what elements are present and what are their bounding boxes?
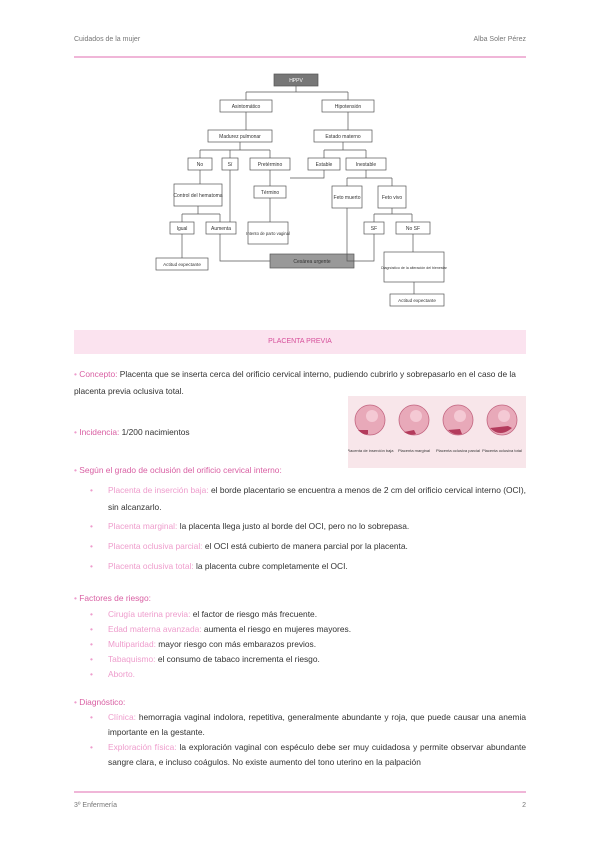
- incidencia-label: Incidencia:: [79, 427, 120, 437]
- label-si: Sí: [227, 162, 233, 168]
- grado-item-3: • Placenta oclusiva parcial: el OCI está cubierto de manera parcial por la placenta.: [108, 538, 526, 555]
- label-intento: Intento de parto vaginal: [246, 231, 290, 236]
- header-author: Alba Soler Pérez: [473, 36, 526, 43]
- header-rule: [74, 56, 526, 58]
- page-footer: [74, 802, 526, 809]
- header-course: Cuidados de la mujer: [74, 36, 141, 43]
- page-number: 2: [522, 802, 526, 809]
- page-header: [74, 36, 526, 43]
- footer-course: 3º Enfermería: [74, 802, 118, 809]
- caption-4: Placenta oclusiva total: [482, 448, 522, 453]
- diagnostico-heading: • Diagnóstico:: [74, 697, 126, 707]
- concepto-text: Placenta que se inserta cerca del orificio cervical interno, pudiendo cubrirlo y sobrepasarlo en el caso de la placenta previa oclusiva total.: [74, 369, 516, 396]
- incidencia-paragraph: • Incidencia: 1/200 nacimientos: [74, 427, 190, 437]
- label-no-sf: No SF: [405, 226, 421, 232]
- grado-item-2: • Placenta marginal: la placenta llega justo al borde del OCI, pero no lo sobrepasa.: [108, 518, 526, 535]
- label-sf: SF: [370, 226, 378, 232]
- factor-item-2: • Edad materna avanzada: aumenta el riesgo en mujeres mayores.: [108, 621, 526, 638]
- caption-1: Placenta de inserción baja: [348, 448, 394, 453]
- factor-item-1: • Cirugía uterina previa: el factor de riesgo más frecuente.: [108, 606, 526, 623]
- placenta-illustrations: [348, 396, 526, 468]
- management-flowchart: [150, 70, 450, 315]
- factores-heading: • Factores de riesgo:: [74, 593, 151, 603]
- factor-item-5: • Aborto.: [108, 666, 526, 683]
- label-actitud-1: Actitud expectante: [163, 262, 201, 267]
- diagnostico-item-2: • Exploración física: la exploración vaginal con espéculo debe ser muy cuidadosa y permite observar abundante sangre clara, e incluso coágulos. No existe aumento del tono uterino en la palpación: [108, 740, 526, 770]
- label-diagnostico: Diagnóstico de la alteración del bienestar: [381, 266, 447, 270]
- grado-item-1: • Placenta de inserción baja: el borde placentario se encuentra a menos de 2 cm del orificio cervical interno (OCI), sin alcanzarlo.: [108, 482, 526, 516]
- caption-3: Placenta oclusiva parcial: [435, 448, 481, 453]
- concepto-label: Concepto:: [79, 369, 118, 379]
- label-feto-muerto: Feto muerto: [333, 195, 361, 201]
- label-feto-vivo: Feto vivo: [381, 195, 403, 201]
- incidencia-text: 1/200 nacimientos: [121, 427, 190, 437]
- label-pretermino: Pretérmino: [257, 162, 283, 168]
- label-no: No: [196, 162, 204, 168]
- label-inestable: Inestable: [355, 162, 377, 168]
- placenta-types-figure: [348, 396, 526, 468]
- label-igual: Igual: [176, 226, 188, 232]
- label-aumenta: Aumenta: [210, 226, 232, 232]
- label-hipotension: Hipotensión: [334, 104, 362, 110]
- label-madurez: Madurez pulmonar: [219, 134, 261, 140]
- label-actitud-2: Actitud expectante: [398, 298, 436, 303]
- diagnostico-item-1: • Clínica: hemorragia vaginal indolora, repetitiva, generalmente abundante y roja, que puede causar una anemia importante en la gestante.: [108, 710, 526, 740]
- concepto-paragraph: • Concepto: Placenta que se inserta cerca del orificio cervical interno, pudiendo cubrirlo y sobrepasarlo en el caso de la placenta previa oclusiva total.: [74, 369, 516, 396]
- label-cesarea: Cesárea urgente: [293, 259, 331, 265]
- footer-rule: [74, 791, 526, 793]
- grado-heading: • Según el grado de oclusión del orificio cervical interno:: [74, 465, 282, 475]
- label-termino: Término: [260, 190, 280, 196]
- grado-item-4: • Placenta oclusiva total: la placenta cubre completamente el OCI.: [108, 558, 526, 575]
- factor-item-4: • Tabaquismo: el consumo de tabaco incrementa el riesgo.: [108, 651, 526, 668]
- label-asintomatico: Asintomático: [231, 104, 261, 110]
- label-control: Control del hematoma: [173, 193, 223, 199]
- factor-item-3: • Multiparidad: mayor riesgo con más embarazos previos.: [108, 636, 526, 653]
- label-root: HPPV: [289, 78, 303, 84]
- caption-2: Placenta marginal: [397, 448, 431, 453]
- label-estado: Estado materno: [325, 134, 361, 140]
- section-title: PLACENTA PREVIA: [74, 330, 526, 354]
- label-estable: Estable: [315, 162, 333, 168]
